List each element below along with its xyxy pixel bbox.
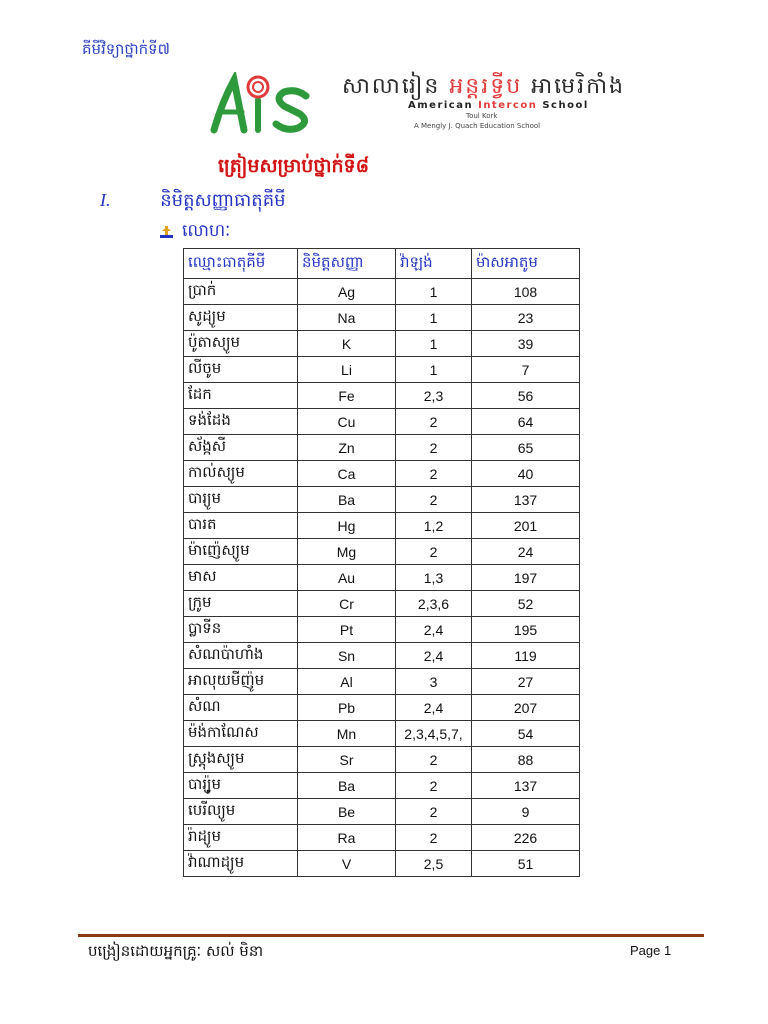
element-valence-cell: 1,2 <box>396 513 472 539</box>
element-mass-cell: 137 <box>472 487 580 513</box>
element-symbol-cell: Be <box>298 799 396 825</box>
element-name-cell: ប្លាទីន <box>184 617 298 643</box>
element-valence-cell: 2 <box>396 487 472 513</box>
subsection-heading <box>160 220 230 245</box>
element-symbol-cell: Zn <box>298 435 396 461</box>
table-row <box>184 617 580 643</box>
element-valence-cell: 1,3 <box>396 565 472 591</box>
table-row <box>184 747 580 773</box>
element-symbol-cell: Ag <box>298 279 396 305</box>
column-header-mass: ម៉ាសអាតូម <box>472 249 580 279</box>
element-valence-cell: 2 <box>396 409 472 435</box>
element-mass-cell: 137 <box>472 773 580 799</box>
table-row <box>184 669 580 695</box>
element-mass-cell: 40 <box>472 461 580 487</box>
element-mass-cell: 197 <box>472 565 580 591</box>
element-name-cell: សូដ្យូម <box>184 305 298 331</box>
school-location: Toul Kork <box>466 112 498 120</box>
element-name-cell: បារ្យ៉ូម <box>184 773 298 799</box>
element-valence-cell: 2,3,4,5,7, <box>396 721 472 747</box>
footer-author: បង្រៀនដោយអ្នកគ្រូៈ សល់ មិនា <box>88 942 264 960</box>
column-header-name: ឈ្មោះធាតុគីមី <box>184 249 298 279</box>
table-row <box>184 435 580 461</box>
element-mass-cell: 64 <box>472 409 580 435</box>
element-symbol-cell: V <box>298 851 396 877</box>
element-symbol-cell: Ra <box>298 825 396 851</box>
column-header-valence: វ៉ាឡង់ <box>396 249 472 279</box>
table-row <box>184 851 580 877</box>
element-valence-cell: 2 <box>396 435 472 461</box>
document-header-label: គីមីវិទ្យាថ្នាក់ទី៧ <box>82 40 170 58</box>
element-mass-cell: 226 <box>472 825 580 851</box>
element-mass-cell: 207 <box>472 695 580 721</box>
element-name-cell: ម៉ាញ៉េស្យូម <box>184 539 298 565</box>
element-symbol-cell: Pb <box>298 695 396 721</box>
element-symbol-cell: Al <box>298 669 396 695</box>
element-symbol-cell: Cr <box>298 591 396 617</box>
element-mass-cell: 27 <box>472 669 580 695</box>
element-valence-cell: 2 <box>396 825 472 851</box>
element-symbol-cell: Na <box>298 305 396 331</box>
element-symbol-cell: Pt <box>298 617 396 643</box>
table-row <box>184 487 580 513</box>
page-number: Page 1 <box>630 943 672 958</box>
section-number: I. <box>100 190 111 210</box>
table-row <box>184 409 580 435</box>
element-valence-cell: 2,3,6 <box>396 591 472 617</box>
element-mass-cell: 108 <box>472 279 580 305</box>
element-name-cell: ស្រ្តុងស្យូម <box>184 747 298 773</box>
table-row <box>184 513 580 539</box>
table-row <box>184 357 580 383</box>
element-valence-cell: 2 <box>396 773 472 799</box>
footer-divider <box>78 934 704 937</box>
element-valence-cell: 1 <box>396 305 472 331</box>
element-valence-cell: 2 <box>396 461 472 487</box>
element-valence-cell: 3 <box>396 669 472 695</box>
element-mass-cell: 51 <box>472 851 580 877</box>
school-name-khmer: សាលារៀន អន្តរទ្វីប អាមេរិកាំង <box>342 74 625 99</box>
element-symbol-cell: K <box>298 331 396 357</box>
table-row <box>184 591 580 617</box>
element-symbol-cell: Mn <box>298 721 396 747</box>
element-valence-cell: 2 <box>396 799 472 825</box>
element-valence-cell: 2 <box>396 539 472 565</box>
element-name-cell: រ៉ាដ្យូម <box>184 825 298 851</box>
element-symbol-cell: Li <box>298 357 396 383</box>
element-valence-cell: 2,4 <box>396 617 472 643</box>
table-row <box>184 461 580 487</box>
table-row <box>184 721 580 747</box>
table-row <box>184 539 580 565</box>
element-name-cell: ប៉ូតាស្យូម <box>184 331 298 357</box>
element-mass-cell: 24 <box>472 539 580 565</box>
element-valence-cell: 1 <box>396 279 472 305</box>
elements-table-body <box>184 279 580 877</box>
element-valence-cell: 2,3 <box>396 383 472 409</box>
element-symbol-cell: Au <box>298 565 396 591</box>
table-row <box>184 331 580 357</box>
table-row <box>184 305 580 331</box>
element-name-cell: ដែក <box>184 383 298 409</box>
element-name-cell: បារ្យូម <box>184 487 298 513</box>
element-name-cell: ប្រាក់ <box>184 279 298 305</box>
element-name-cell: មាស <box>184 565 298 591</box>
table-row <box>184 825 580 851</box>
element-name-cell: ក្រូម <box>184 591 298 617</box>
element-mass-cell: 39 <box>472 331 580 357</box>
page-title: ត្រៀមសម្រាប់ថ្នាក់ទី៨ <box>218 155 370 177</box>
element-mass-cell: 7 <box>472 357 580 383</box>
element-symbol-cell: Hg <box>298 513 396 539</box>
element-symbol-cell: Ba <box>298 487 396 513</box>
element-name-cell: ម៉ង់កាណែស <box>184 721 298 747</box>
element-symbol-cell: Fe <box>298 383 396 409</box>
element-name-cell: អាលុយមីញ៉ូម <box>184 669 298 695</box>
section-heading <box>100 188 286 215</box>
table-row <box>184 773 580 799</box>
elements-table <box>183 248 580 877</box>
element-symbol-cell: Sn <box>298 643 396 669</box>
element-mass-cell: 195 <box>472 617 580 643</box>
element-name-cell: លីចូម <box>184 357 298 383</box>
element-symbol-cell: Cu <box>298 409 396 435</box>
element-mass-cell: 52 <box>472 591 580 617</box>
element-name-cell: ទង់ដែង <box>184 409 298 435</box>
table-row <box>184 279 580 305</box>
element-symbol-cell: Ba <box>298 773 396 799</box>
table-row <box>184 383 580 409</box>
element-valence-cell: 2,4 <box>396 643 472 669</box>
element-mass-cell: 54 <box>472 721 580 747</box>
element-symbol-cell: Ca <box>298 461 396 487</box>
element-mass-cell: 65 <box>472 435 580 461</box>
element-valence-cell: 2,5 <box>396 851 472 877</box>
ais-logo-mark-icon <box>208 72 336 134</box>
element-name-cell: ស័ង្កសី <box>184 435 298 461</box>
element-symbol-cell: Mg <box>298 539 396 565</box>
school-logo <box>208 70 648 142</box>
table-row <box>184 695 580 721</box>
element-valence-cell: 1 <box>396 331 472 357</box>
element-mass-cell: 88 <box>472 747 580 773</box>
element-mass-cell: 9 <box>472 799 580 825</box>
arrow-bullet-icon <box>160 226 174 240</box>
subsection-title: លោហៈ <box>182 221 231 241</box>
element-mass-cell: 56 <box>472 383 580 409</box>
element-name-cell: បារត <box>184 513 298 539</box>
element-name-cell: សំណ <box>184 695 298 721</box>
table-row <box>184 565 580 591</box>
school-subtitle: A Mengly J. Quach Education School <box>414 122 541 130</box>
element-mass-cell: 201 <box>472 513 580 539</box>
element-mass-cell: 23 <box>472 305 580 331</box>
element-name-cell: សំណប៉ាហាំង <box>184 643 298 669</box>
element-name-cell: កាល់ស្យូម <box>184 461 298 487</box>
element-mass-cell: 119 <box>472 643 580 669</box>
element-name-cell: វ៉ាណាដ្យូម <box>184 851 298 877</box>
table-header-row <box>184 249 580 279</box>
element-valence-cell: 2,4 <box>396 695 472 721</box>
section-title: និមិត្តសញ្ញាធាតុគីមី <box>160 190 286 211</box>
table-row <box>184 799 580 825</box>
element-valence-cell: 1 <box>396 357 472 383</box>
element-symbol-cell: Sr <box>298 747 396 773</box>
element-name-cell: បេរីល្យូម <box>184 799 298 825</box>
table-row <box>184 643 580 669</box>
school-name-english: American Intercon School <box>408 100 589 111</box>
column-header-symbol: និមិត្តសញ្ញា <box>298 249 396 279</box>
element-valence-cell: 2 <box>396 747 472 773</box>
